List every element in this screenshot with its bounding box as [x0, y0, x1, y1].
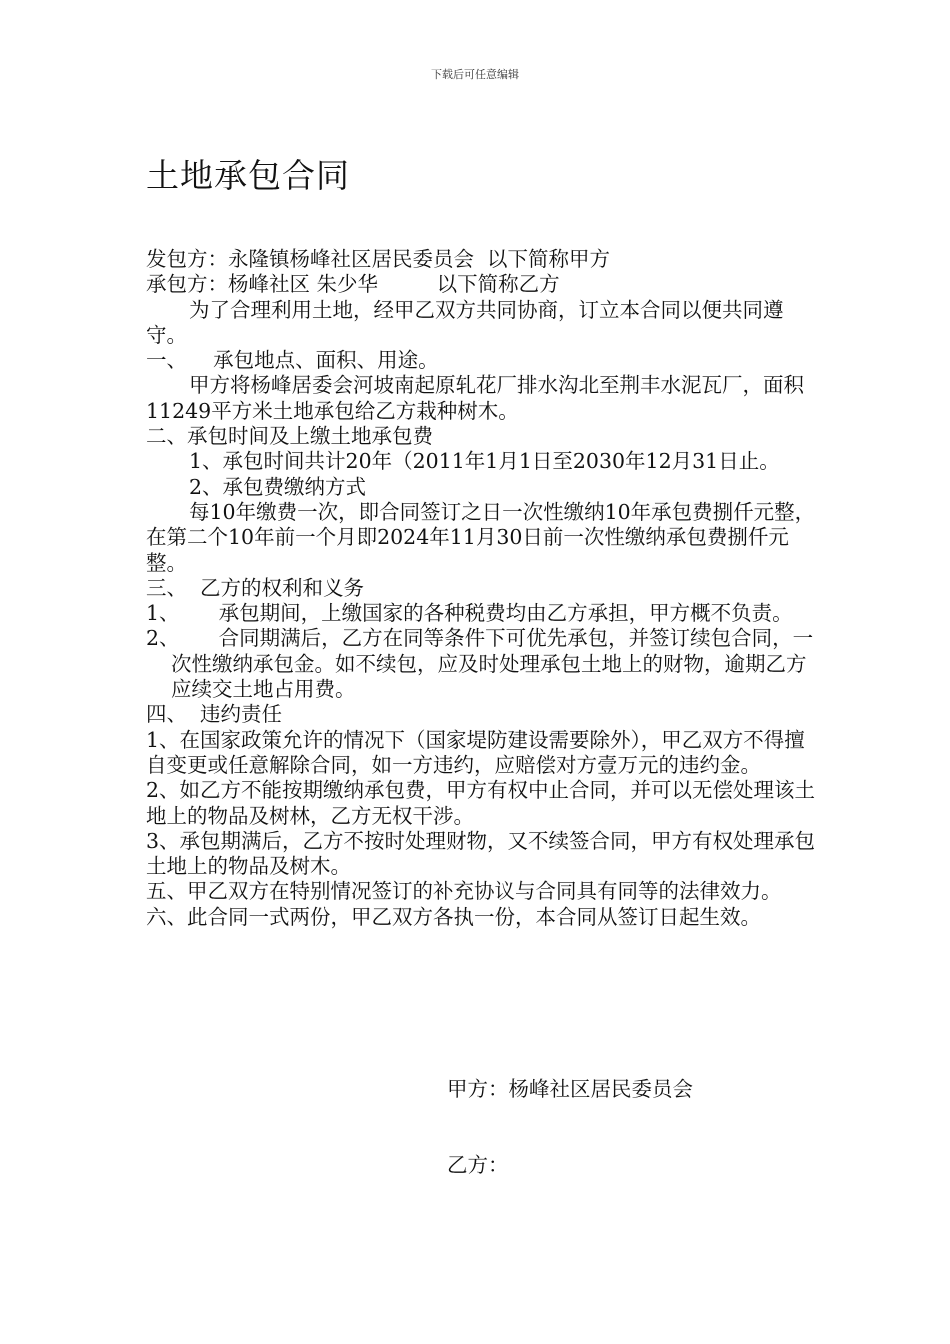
issuer-line: 发包方：永隆镇杨峰社区居民委员会 以下简称甲方	[146, 247, 611, 271]
document-title: 土地承包合同	[146, 156, 350, 195]
party-a-signature: 甲方：杨峰社区居民委员会	[447, 1077, 693, 1101]
section-1-heading: 一、 承包地点、面积、用途。	[146, 348, 439, 373]
preamble: 为了合理利用土地，经甲乙双方共同协商，订立本合同以便共同遵守。	[146, 297, 784, 347]
contract-body	[146, 247, 816, 930]
party-b-signature: 乙方：	[447, 1153, 509, 1177]
section-2-item-2: 2、承包费缴纳方式	[189, 474, 367, 499]
section-2-heading: 二、承包时间及上缴土地承包费	[146, 424, 433, 449]
section-3-item-1: 1、 承包期间，上缴国家的各种税费均由乙方承担，甲方概不负责。	[146, 601, 793, 626]
section-4-heading: 四、 违约责任	[146, 702, 283, 727]
section-4-item-2: 2、如乙方不能按期缴纳承包费，甲方有权中止合同，并可以无偿处理该土地上的物品及树林，乙方无权干涉。	[146, 778, 816, 828]
section-3-heading: 三、 乙方的权利和义务	[146, 575, 365, 600]
section-4-item-3: 3、承包期满后，乙方不按时处理财物，又不续签合同，甲方有权处理承包土地上的物品及树木。	[146, 828, 816, 879]
section-3-item-2: 2、 合同期满后，乙方在同等条件下可优先承包，并签订续包合同，一次性缴纳承包金。如不续包，应及时处理承包土地上的财物，逾期乙方应续交土地占用费。	[146, 626, 814, 702]
section-4-item-1: 1、在国家政策允许的情况下（国家堤防建设需要除外），甲乙双方不得擅自变更或任意解除合同，如一方违约，应赔偿对方壹万元的违约金。	[146, 727, 805, 777]
header-note: 下载后可任意编辑	[431, 68, 519, 81]
section-1-text: 甲方将杨峰居委会河坡南起原轧花厂排水沟北至荆丰水泥瓦厂，面积11249平方米土地承包给乙方栽种树木。	[146, 373, 804, 423]
section-6: 六、此合同一式两份，甲乙双方各执一份，本合同从签订日起生效。	[146, 904, 761, 929]
section-5: 五、甲乙双方在特别情况签订的补充协议与合同具有同等的法律效力。	[146, 879, 782, 904]
section-2-item-2-text: 每10年缴费一次，即合同签订之日一次性缴纳10年承包费捌仟元整，在第二个10年前一个月即2024年11月30日前一次性缴纳承包费捌仟元整。	[146, 499, 816, 575]
contractor-line: 承包方：杨峰社区 朱少华 以下简称乙方	[146, 272, 560, 297]
section-2-item-1: 1、承包时间共计20年（2011年1月1日至2030年12月31日止。	[189, 449, 780, 474]
